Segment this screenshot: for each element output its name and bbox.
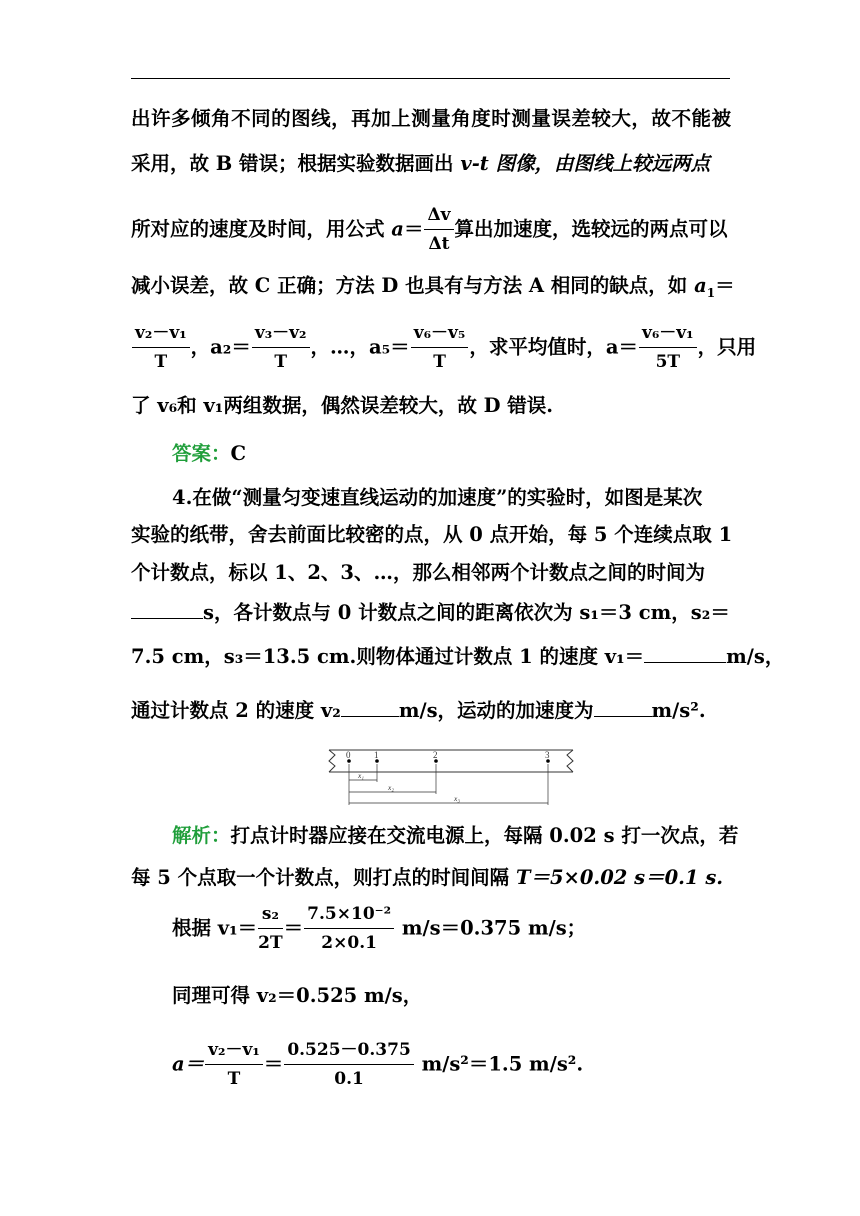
- accel-symbol: a: [391, 217, 404, 241]
- fraction-denominator: Δt: [428, 234, 450, 254]
- answer-blank[interactable]: [594, 700, 652, 717]
- text-segment: ，求平均值时，a＝: [469, 335, 638, 359]
- fraction-denominator: T: [433, 352, 446, 372]
- fraction-denominator: 2×0.1: [321, 933, 377, 953]
- answer-blank[interactable]: [644, 646, 726, 663]
- text-line-6: 了 v₆和 v₁两组数据，偶然误差较大，故 D 错误.: [131, 394, 554, 417]
- text-segment: 每 5 个点取一个计数点，则打点的时间间隔: [131, 866, 516, 889]
- fraction-numerator: 0.525－0.375: [284, 1042, 413, 1065]
- text-segment: -t 图像，由图线上较远两点: [471, 152, 711, 175]
- fraction-numerator: Δv: [424, 207, 453, 230]
- point-label-2: 2: [433, 750, 438, 760]
- fraction-denominator: 2T: [258, 933, 283, 953]
- fraction-numerator: v₆－v₁: [639, 325, 697, 348]
- question-line-1: 4.在做“测量匀变速直线运动的加速度”的实验时，如图是某次: [172, 486, 703, 509]
- text-segment: 所对应的速度及时间，用公式: [131, 217, 392, 241]
- fraction-numerator: v₂－v₁: [132, 325, 190, 348]
- equals-sign: ＝: [715, 274, 735, 297]
- tape-right-break: [567, 750, 573, 772]
- text-line-3: [131, 207, 731, 253]
- fraction-numerator: v₃－v₂: [252, 325, 310, 348]
- equals-sign: ＝: [283, 916, 304, 940]
- fraction-3: [411, 325, 469, 371]
- fraction-value: [304, 906, 394, 952]
- tape-left-break: [329, 750, 335, 772]
- equals-sign: ＝: [263, 1052, 284, 1076]
- solution-line-2: [131, 868, 731, 888]
- question-line-6: [131, 700, 731, 721]
- fraction-4: [639, 325, 697, 371]
- text-segment: m/s，运动的加速度为: [398, 699, 594, 722]
- solution-label: 解析：: [172, 824, 231, 847]
- text-segment: 通过计数点 2 的速度 v₂: [131, 699, 341, 722]
- answer-blank[interactable]: [131, 602, 203, 619]
- fraction-denominator: 5T: [655, 352, 681, 372]
- question-line-4: [131, 602, 731, 623]
- accel-symbol: a: [694, 274, 707, 297]
- point-label-0: 0: [346, 750, 351, 760]
- question-line-5: [131, 645, 785, 668]
- fraction-dv-t: [205, 1042, 263, 1088]
- text-segment: m/s²＝1.5 m/s².: [414, 1052, 584, 1076]
- text-segment: 打点计时器应接在交流电源上，每隔 0.02 s 打一次点，若: [230, 824, 739, 847]
- text-segment: 采用，故 B 错误；根据实验数据画出: [131, 152, 461, 175]
- fraction-denominator: T: [154, 352, 168, 372]
- point-label-1: 1: [374, 750, 379, 760]
- fraction-s2-2t: [258, 906, 282, 952]
- text-line-2: [131, 154, 731, 174]
- fraction-2: [252, 325, 310, 371]
- span-label-x2: x₂: [388, 783, 394, 792]
- question-line-2: 实验的纸带，舍去前面比较密的点，从 0 点开始，每 5 个连续点取 1: [131, 523, 733, 546]
- text-segment: m/s＝0.375 m/s；: [395, 916, 587, 940]
- solution-line-4: 同理可得 v₂＝0.525 m/s，: [172, 984, 423, 1007]
- span-label-x3: x₃: [454, 794, 460, 803]
- solution-line-3: [172, 906, 772, 952]
- text-segment: 减小误差，故 C 正确；方法 D 也具有与方法 A 相同的缺点，如: [131, 274, 695, 297]
- fraction-1: [132, 325, 190, 371]
- point-label-3: 3: [545, 750, 550, 760]
- answer-line: [172, 444, 772, 464]
- paper-tape-figure: [325, 744, 577, 808]
- fraction-numerator: v₂－v₁: [205, 1042, 263, 1065]
- text-line-5: [131, 323, 757, 372]
- fraction-numerator: s₂: [258, 906, 282, 929]
- fraction-numerator: 7.5×10⁻²: [304, 906, 394, 929]
- question-line-3: 个计数点，标以 1、2、3、…，那么相邻两个计数点之间的时间为: [131, 561, 705, 584]
- text-segment: 算出加速度，选较远的两点可以: [454, 217, 728, 241]
- fraction-denominator: 0.1: [334, 1069, 364, 1089]
- solution-line-1: [172, 824, 739, 847]
- answer-value: C: [230, 442, 247, 465]
- text-segment: 根据 v₁＝: [172, 916, 258, 940]
- text-segment: ，…，a₅＝: [310, 335, 410, 359]
- text-line-1: 出许多倾角不同的图线，再加上测量角度时测量误差较大，故不能被: [131, 107, 731, 130]
- text-segment: 7.5 cm，s₃＝13.5 cm.则物体通过计数点 1 的速度 v₁＝: [131, 645, 645, 668]
- fraction-value: [284, 1042, 413, 1088]
- text-segment: m/s².: [651, 699, 706, 722]
- text-segment: m/s，: [726, 645, 785, 668]
- fraction-numerator: v₆－v₅: [411, 325, 469, 348]
- equals-sign: ＝: [403, 217, 424, 241]
- fraction-denominator: T: [274, 352, 287, 372]
- text-line-4: [131, 274, 735, 300]
- fraction-dv-dt: [424, 207, 453, 253]
- answer-blank[interactable]: [341, 700, 399, 717]
- solution-line-5: [172, 1042, 772, 1088]
- text-segment: s，各计数点与 0 计数点之间的距离依次为 s₁＝3 cm，s₂＝: [203, 601, 730, 624]
- velocity-symbol: v: [460, 152, 472, 175]
- text-segment: T＝5×0.02 s＝0.1 s.: [515, 866, 724, 889]
- subscript: 1: [706, 285, 716, 300]
- answer-label: 答案：: [172, 442, 231, 465]
- span-label-x1: x₁: [358, 771, 364, 780]
- text-segment: a＝: [172, 1052, 205, 1076]
- header-rule: [131, 78, 730, 79]
- fraction-denominator: T: [227, 1069, 241, 1089]
- text-segment: ，a₂＝: [190, 335, 251, 359]
- text-segment: ，只用: [697, 335, 757, 359]
